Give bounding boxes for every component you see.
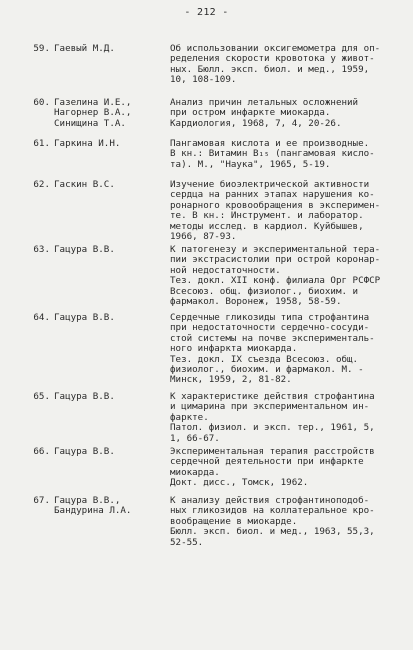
entry-number: 59. — [33, 43, 50, 54]
entry-text: Изучение биоэлектрической активности сердца на ранних этапах нарушения ко- ронарного кровообращения в эксперимен- те. В кн.: Инструмент. и лаборатор. методы исслед. в кардиол. Куйбышев, 1966, 87-93. — [170, 180, 381, 243]
entry-number: 64. — [33, 312, 50, 323]
entry-text: Экспериментальная терапия расстройств сердечной деятельности при инфаркте миокарда. Докт. дисс., Томск, 1962. — [170, 447, 375, 489]
entry-text: К патогенезу и экспериментальной тера- пии экстрасистолии при острой коронар- ной недостаточности. Тез. докл. XII конф. филиала Орг РСФСР Всесоюз. общ. физиолог., биохим. и фармакол. Воронеж, 1958, 58-59. — [170, 245, 381, 308]
entry-number: 60. — [33, 97, 50, 108]
entry-text: Анализ причин летальных осложнений при остром инфаркте миокарда. Кардиология, 1968, 7, 4, 20-26. — [170, 98, 359, 129]
entry-authors: Гацура В.В. — [54, 391, 115, 402]
entry-number: 67. — [33, 495, 50, 506]
entry-authors: Гаевый М.Д. — [54, 43, 115, 54]
entry-authors: Гацура В.В., Бандурина Л.А. — [54, 495, 132, 517]
entry-authors: Гацура В.В. — [54, 446, 115, 457]
entry-authors: Гацура В.В. — [54, 244, 115, 255]
entry-number: 62. — [33, 179, 50, 190]
entry-text: Сердечные гликозиды типа строфантина при недостаточности сердечно-сосуди- стой системы на почве эксперименталь- ного инфаркта миокарда. Тез. докл. IX съезда Всесоюз. общ. физиолог., биохим. и фармакол. М. - Минск, 1959, 2, 81-82. — [170, 313, 375, 386]
entry-text: К анализу действия строфантиноподоб- ных гликозидов на коллатеральное кро- вообращение в миокарде. Бюлл. эксп. биол. и мед., 1963, 55,3, 52-55. — [170, 496, 375, 548]
entry-text: Пангамовая кислота и ее производные. В кн.: Витамин B₁₅ (пангамовая кисло- та). М., "Наука", 1965, 5-19. — [170, 139, 375, 170]
entry-number: 66. — [33, 446, 50, 457]
entry-authors: Гацура В.В. — [54, 312, 115, 323]
entry-authors: Гаскин В.С. — [54, 179, 115, 190]
page-number: - 212 - — [184, 7, 229, 18]
entry-text: К характеристике действия строфантина и цимарина при экспериментальном ин- фаркте. Патол. физиол. и эксп. тер., 1961, 5, 1, 66-67. — [170, 392, 375, 444]
entry-number: 61. — [33, 138, 50, 149]
entry-number: 65. — [33, 391, 50, 402]
entry-authors: Газелина И.Е., Нагорнер В.А., Синищина Т.А. — [54, 97, 132, 129]
entry-text: Об использовании оксигемометра для оп- ределения скорости кровотока у живот- ных. Бюлл. эксп. биол. и мед., 1959, 10, 108-109. — [170, 44, 381, 86]
entry-number: 63. — [33, 244, 50, 255]
entry-authors: Гаркина И.Н. — [54, 138, 121, 149]
